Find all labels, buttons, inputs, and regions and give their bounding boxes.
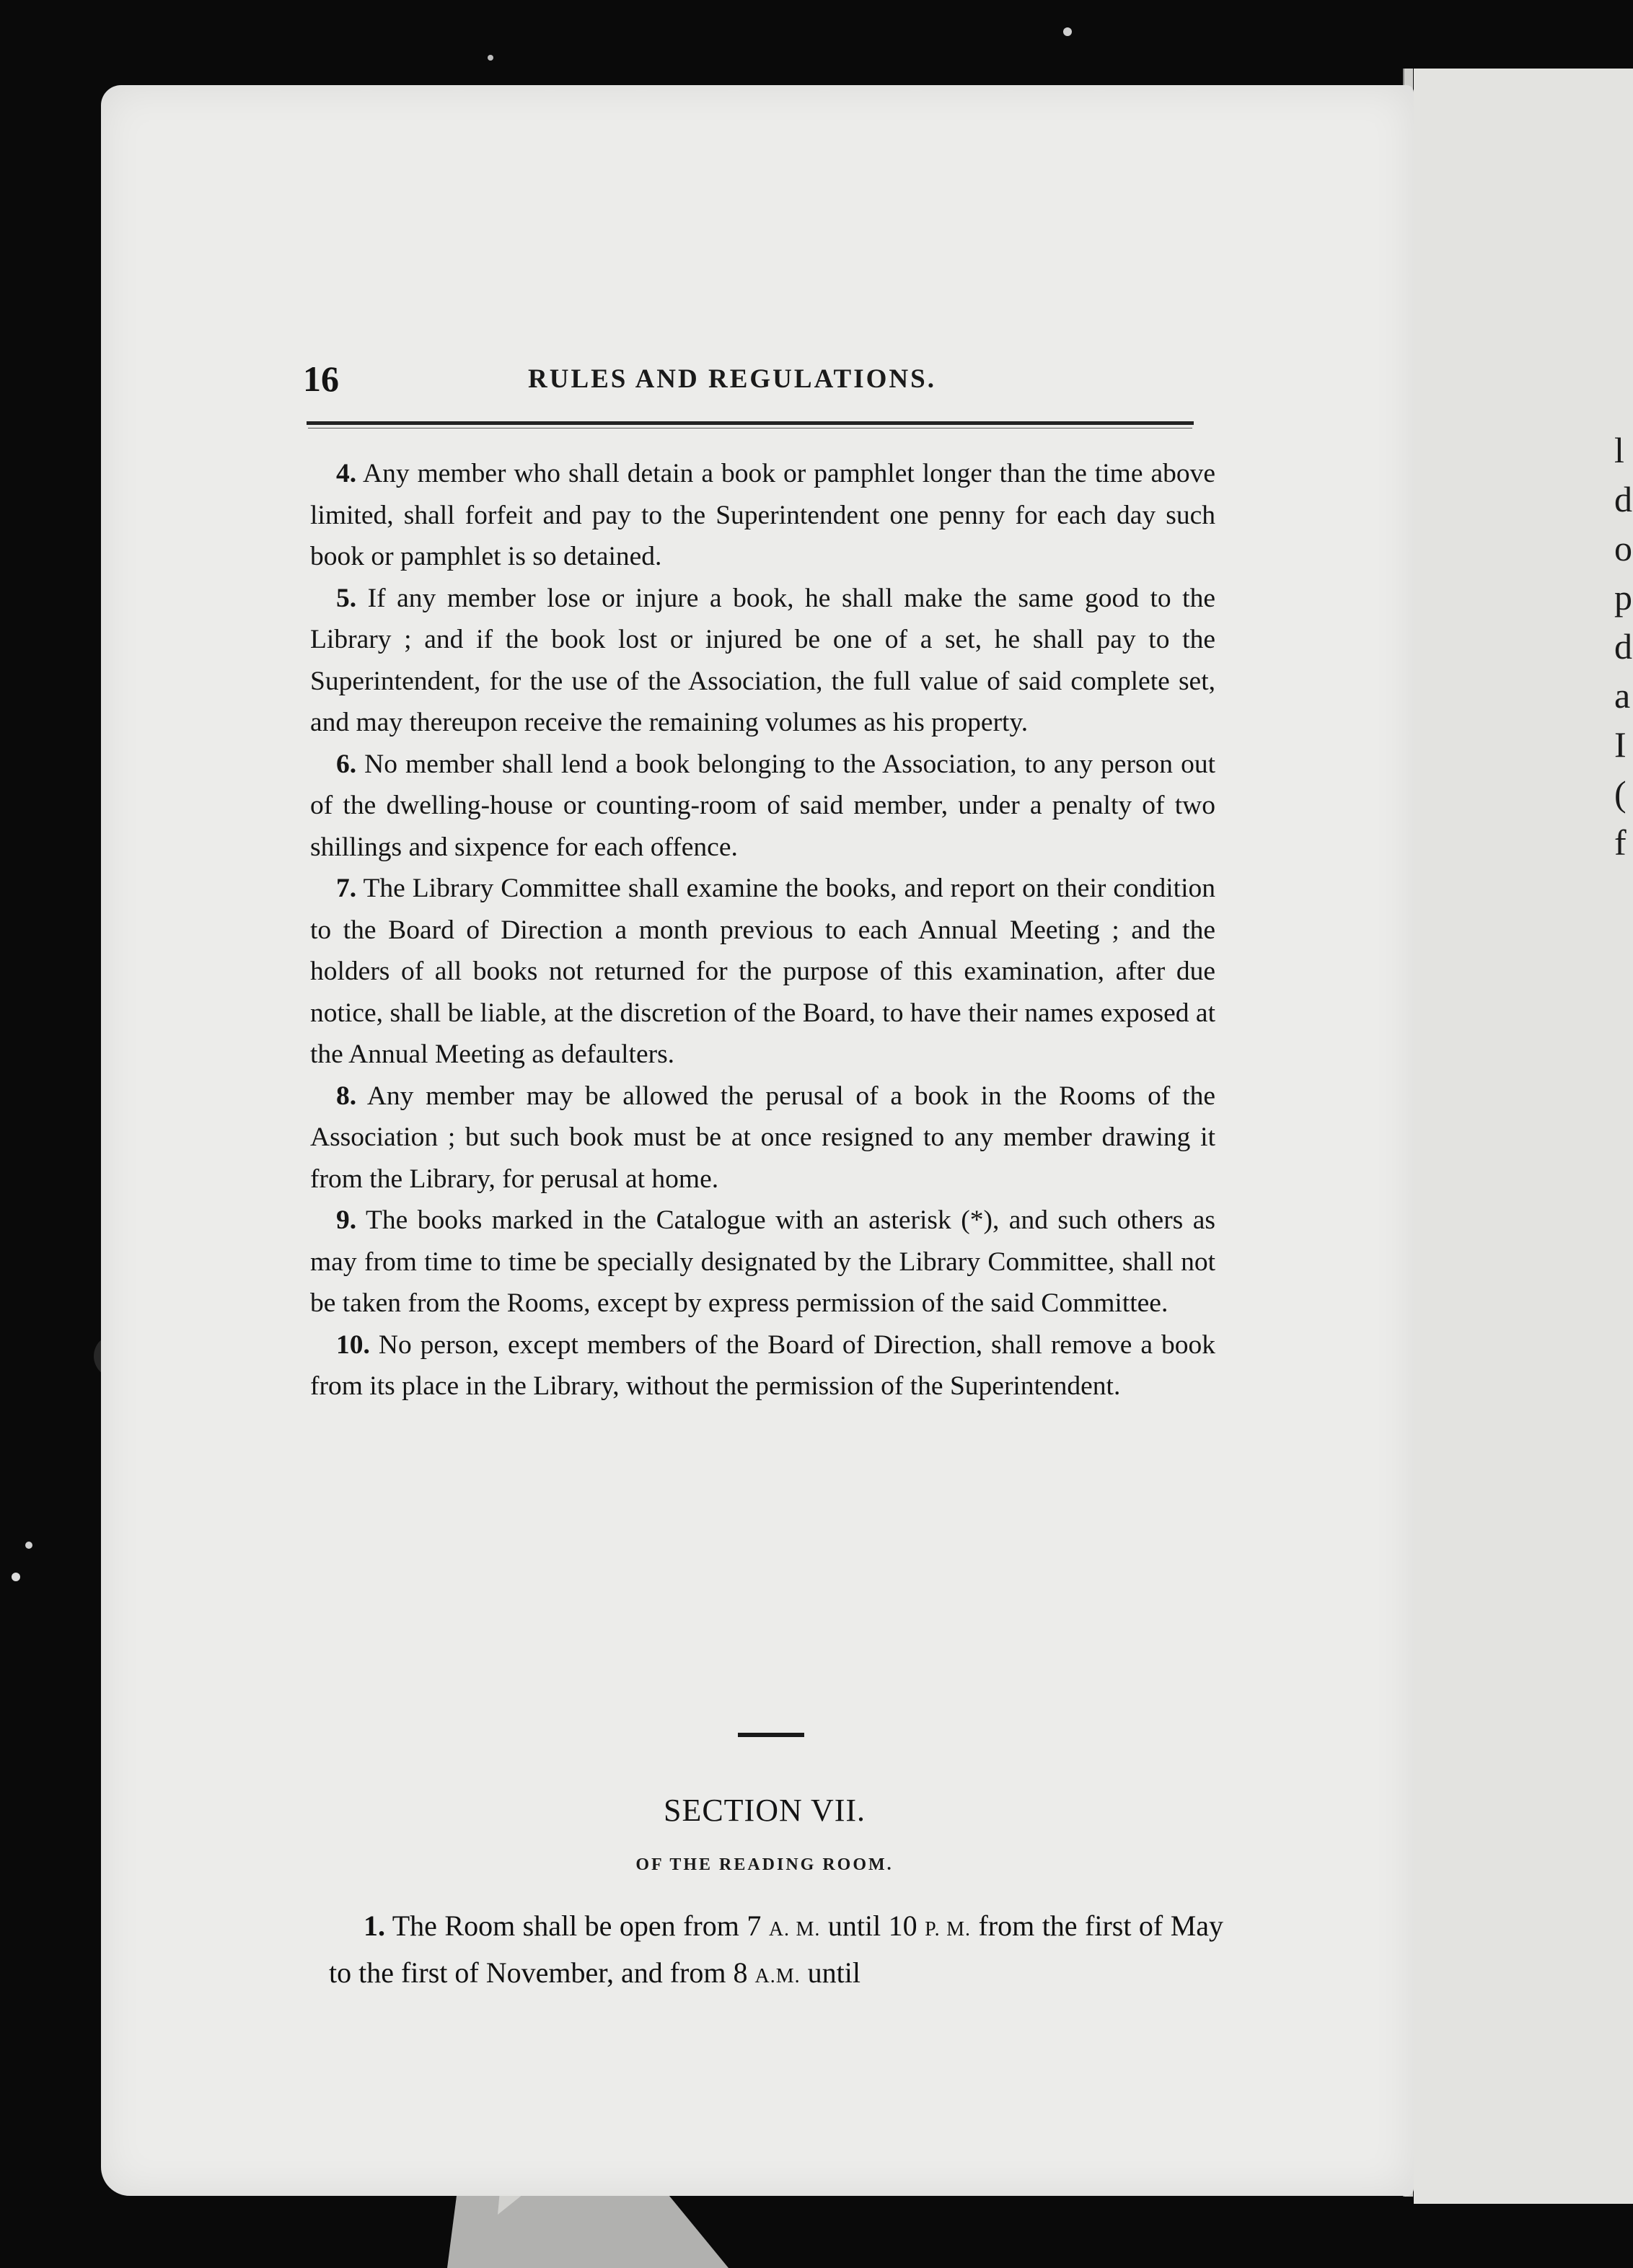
facing-letter: ( [1614, 773, 1627, 814]
header-rule [307, 421, 1194, 425]
rule-paragraph [310, 744, 1215, 869]
facing-page [1414, 69, 1633, 2204]
rule-text: Any member may be allowed the perusal of a book in the Rooms of the Association ; but such book must be at once resigned to any member drawing it from the Library, for perusal at home. [310, 1081, 1215, 1194]
time-abbrev: A. M. [768, 1918, 821, 1940]
rule-number: 5. [336, 583, 357, 613]
facing-letter: o [1614, 528, 1632, 568]
facing-letter: l [1614, 430, 1624, 470]
rule-paragraph [310, 1324, 1215, 1407]
rule-text: No member shall lend a book belonging to the Association, to any person out of the dwelling-house or counting-room of said member, under a penalty of two shillings and sixpence for each offence. [310, 749, 1215, 862]
rule-paragraph [310, 578, 1215, 744]
facing-letter: d [1614, 626, 1632, 667]
facing-letter: p [1614, 577, 1632, 617]
rule-number: 4. [336, 459, 357, 488]
page-header [303, 358, 1197, 408]
running-title: RULES AND REGULATIONS. [528, 364, 936, 394]
rule-text: If any member lose or injure a book, he shall make the same good to the Library ; and if the book lost or injured be one of a set, he shall pay to the Superintendent, for the use of the Association, the full value of said complete set, and may thereupon receive the remaining volumes as his property. [310, 583, 1215, 737]
rule-paragraph [310, 1200, 1215, 1324]
facing-letter: f [1614, 822, 1627, 863]
rule-text: Any member who shall detain a book or pamphlet longer than the time above limited, shall forfeit and pay to the Superintendent one penny for each day such book or pamphlet is so detained. [310, 459, 1215, 571]
rule-number: 6. [336, 749, 357, 779]
time-abbrev: A.M. [754, 1965, 801, 1987]
section-subtitle: OF THE READING ROOM. [635, 1855, 894, 1874]
rule-paragraph [310, 1076, 1215, 1200]
facing-letter: a [1614, 675, 1631, 716]
rule-text-part: until [807, 1956, 860, 1989]
page-number: 16 [303, 359, 339, 399]
rule-number: 8. [336, 1081, 357, 1111]
rule-paragraph [310, 453, 1215, 578]
section-title: SECTION VII. [663, 1793, 866, 1828]
rule-number: 10. [336, 1329, 370, 1360]
rule-number: 9. [336, 1205, 357, 1235]
rule-text-part: The Room shall be open from 7 [392, 1909, 762, 1942]
rule-number: 1. [364, 1909, 385, 1942]
rule-paragraph [310, 868, 1215, 1076]
rule-text: No person, except members of the Board of Direction, shall remove a book from its place in the Library, without the permission of the Superintendent. [310, 1329, 1215, 1401]
reading-room-rules [329, 1904, 1223, 1998]
rule-text-part: until 10 [827, 1909, 917, 1942]
rule-number: 7. [336, 874, 357, 903]
facing-letter: d [1614, 479, 1632, 519]
section-divider [738, 1733, 804, 1737]
rule-text: The Library Committee shall examine the books, and report on their condition to the Board of Direction a month previous to each Annual Meeting ; and the holders of all books not returned for the purpose of this examination, after due notice, shall be liable, at the discretion of the Board, to have their names exposed at the Annual Meeting as defaulters. [310, 874, 1215, 1069]
rules-list [310, 453, 1215, 1407]
rule-text-part: from the first of May to the first of November, and from 8 [329, 1909, 1224, 1989]
facing-letter: I [1614, 724, 1627, 765]
rule-paragraph [329, 1904, 1223, 1998]
rule-text: The books marked in the Catalogue with an asterisk (*), and such others as may from time to time be specially designated by the Library Committee, shall not be taken from the Rooms, except by express permission of the said Committee. [310, 1205, 1215, 1318]
facing-page-edge-text [1614, 426, 1633, 867]
time-abbrev: P. M. [925, 1918, 971, 1940]
